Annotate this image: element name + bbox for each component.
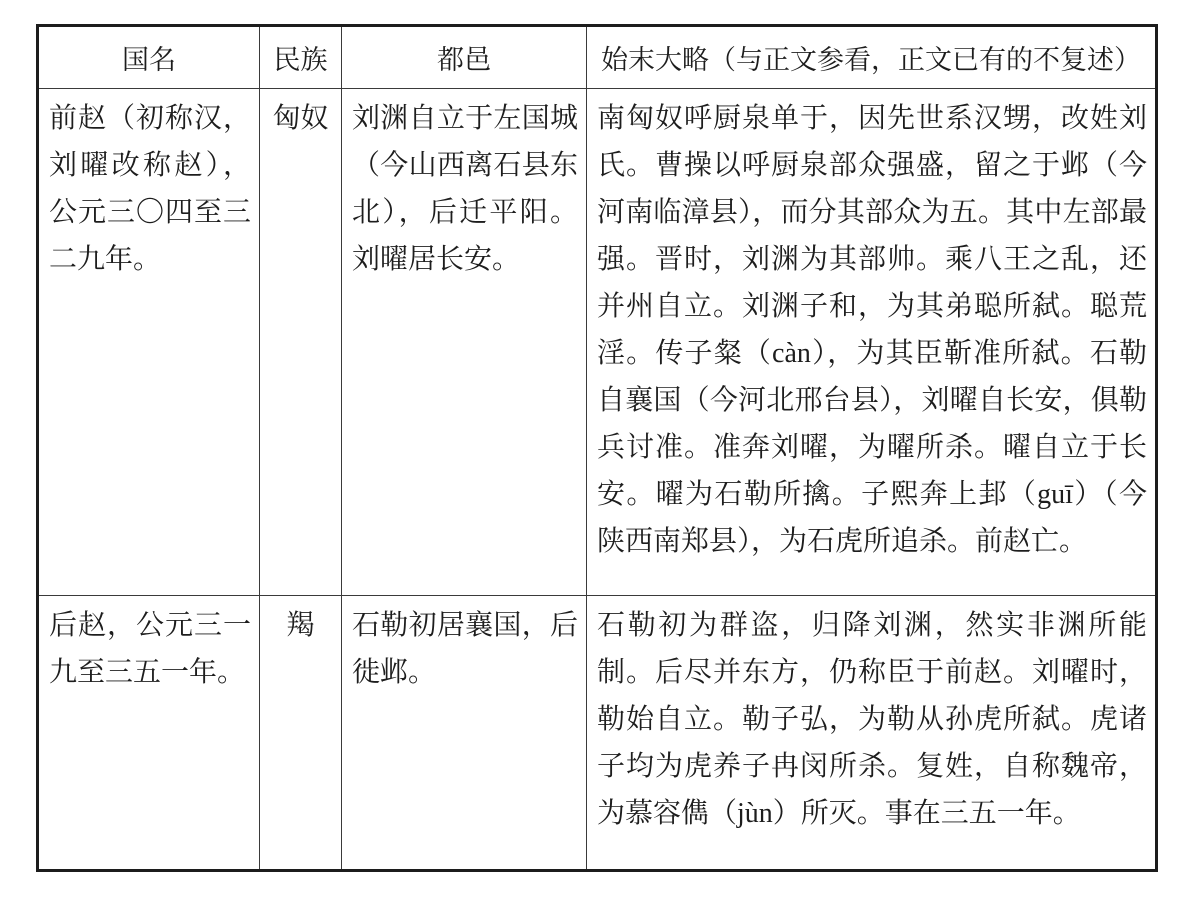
header-ethnicity: 民族: [260, 26, 342, 89]
table-row-later-zhao: [38, 596, 1157, 871]
cell-ethnicity-later-zhao: 羯: [260, 596, 342, 871]
header-summary: 始末大略（与正文参看，正文已有的不复述）: [587, 26, 1157, 89]
cell-ethnicity-former-zhao: 匈奴: [260, 89, 342, 596]
cell-capital-later-zhao: 石勒初居襄国，后徙邺。: [342, 596, 587, 871]
table-body: [38, 89, 1157, 871]
header-row: [38, 26, 1157, 89]
cell-summary-former-zhao: 南匈奴呼厨泉单于，因先世系汉甥，改姓刘氏。曹操以呼厨泉部众强盛，留之于邺（今河南临漳县），而分其部众为五。其中左部最强。晋时，刘渊为其部帅。乘八王之乱，还并州自立。刘渊子和，为其弟聪所弑。聪荒淫。传子粲（càn），为其臣靳准所弑。石勒自襄国（今河北邢台县），刘曜自长安，俱勒兵讨准。准奔刘曜，为曜所杀。曜自立于长安。曜为石勒所擒。子熙奔上邽（guī）（今陕西南郑县），为石虎所追杀。前赵亡。: [587, 89, 1157, 596]
cell-country-former-zhao: 前赵（初称汉，刘曜改称赵），公元三〇四至三二九年。: [38, 89, 260, 596]
table-row-former-zhao: [38, 89, 1157, 596]
cell-country-later-zhao: 后赵，公元三一九至三五一年。: [38, 596, 260, 871]
header-country: 国名: [38, 26, 260, 89]
cell-capital-former-zhao: 刘渊自立于左国城（今山西离石县东北），后迁平阳。刘曜居长安。: [342, 89, 587, 596]
cell-summary-later-zhao: 石勒初为群盗，归降刘渊，然实非渊所能制。后尽并东方，仍称臣于前赵。刘曜时，勒始自立。勒子弘，为勒从孙虎所弑。虎诸子均为虎养子冉闵所杀。复姓，自称魏帝，为慕容儁（jùn）所灭。事在三五一年。: [587, 596, 1157, 871]
table-header: [38, 26, 1157, 89]
sixteen-kingdoms-table: [36, 24, 1158, 872]
header-capital: 都邑: [342, 26, 587, 89]
